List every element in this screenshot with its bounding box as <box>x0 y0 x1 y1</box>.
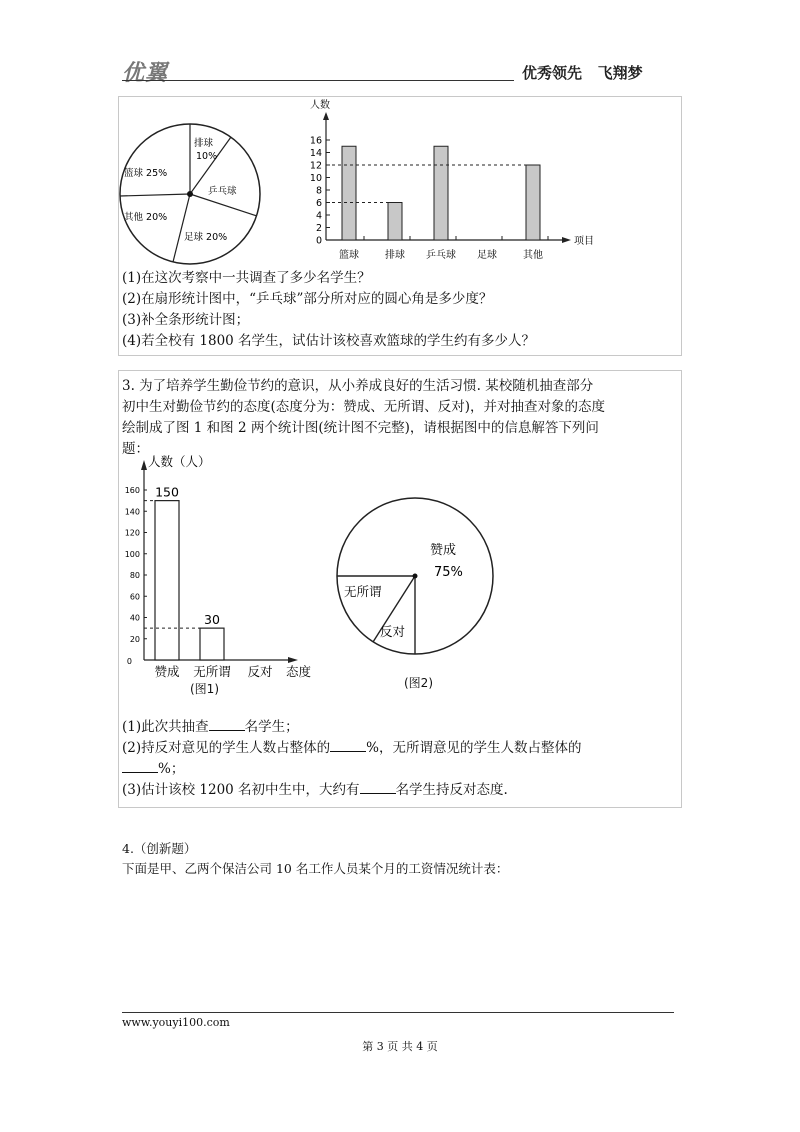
y-tick-label: 60 <box>129 592 140 602</box>
q2-pie-label-paiqiu-pct: 10% <box>196 151 218 162</box>
x-axis-label: 项目 <box>574 236 594 247</box>
x-tick-label: 反对 <box>247 664 273 679</box>
q3-sub2-end: %； <box>158 761 185 777</box>
y-axis-arrow <box>323 112 329 120</box>
x-axis-arrow <box>562 237 571 243</box>
q3-intro-line-4: 题： <box>122 441 149 457</box>
y-tick-label: 80 <box>129 571 140 580</box>
q3-subquestion-2-cont <box>122 758 184 780</box>
q3-sub1-pre: (1)此次共抽查 <box>122 719 209 735</box>
bar <box>526 165 540 240</box>
y-tick-label: 100 <box>124 549 140 559</box>
y-tick-label: 12 <box>309 160 322 172</box>
x-tick-label: 无所谓 <box>193 664 231 679</box>
answer-blank[interactable] <box>330 737 366 752</box>
bar <box>342 146 356 240</box>
page-number: 第 3 页 共 4 页 <box>362 1040 438 1053</box>
q2-bar-chart <box>296 96 606 268</box>
q3-subquestion-2 <box>122 737 581 759</box>
q2-pie-label-paiqiu: 排球 <box>194 138 214 149</box>
x-tick-label: 赞成 <box>154 664 180 679</box>
x-axis-arrow <box>288 657 298 663</box>
y-tick-label: 160 <box>124 486 140 495</box>
q3-intro-line-2: 初中生对勤俭节约的态度(态度分为：赞成、无所谓、反对)，并对抽查对象的态度 <box>122 399 606 415</box>
q2-pie-label-pingpang: 乒乓球 <box>208 186 237 197</box>
x-tick-label: 乒乓球 <box>426 250 456 261</box>
q2-pie-chart <box>118 118 278 268</box>
q3-fig2-caption: (图2) <box>404 676 433 690</box>
y-axis-arrow <box>141 460 147 470</box>
q3-bar-chart <box>118 450 328 680</box>
q2-pie-label-qita: 其他 20% <box>124 212 168 223</box>
y-tick-label: 14 <box>309 148 322 159</box>
x-tick-label: 排球 <box>385 250 405 261</box>
q3-pie-label-zancheng: 赞成 <box>430 543 457 558</box>
y-tick-label: 40 <box>129 613 140 623</box>
y-tick-label: 20 <box>129 634 140 644</box>
q3-pie-chart <box>326 496 516 666</box>
q3-subquestion-1 <box>122 716 299 738</box>
y-tick-label: 0 <box>315 235 322 247</box>
y-tick-label: 6 <box>315 198 322 209</box>
answer-blank[interactable] <box>209 716 245 731</box>
q3-intro-line-3: 绘制成了图 1 和图 2 两个统计图(统计图不完整)，请根据图中的信息解答下列问 <box>122 420 599 436</box>
q2-question-2: (2)在扇形统计图中，“乒乓球”部分所对应的圆心角是多少度？ <box>122 291 493 307</box>
q3-fig1-caption: (图1) <box>190 682 219 696</box>
q3-sub2-pre: (2)持反对意见的学生人数占整体的 <box>122 740 331 756</box>
x-tick-label: 其他 <box>523 250 543 261</box>
header-slogan: 优秀领先 飞翔梦 <box>522 64 643 82</box>
y-tick-label: 10 <box>309 173 322 184</box>
bar <box>434 146 448 240</box>
logo: 优翼 <box>122 61 169 86</box>
x-tick-label: 足球 <box>477 250 497 261</box>
footer-divider <box>122 1012 674 1013</box>
y-tick-label: 140 <box>124 507 140 517</box>
q3-subquestion-3 <box>122 779 508 801</box>
q4-title: 4.（创新题） <box>122 841 197 856</box>
q2-pie-label-lanqiu: 篮球 25% <box>124 168 168 179</box>
q3-pie-label-zancheng-pct: 75% <box>434 565 463 580</box>
q2-pie-label-zuqiu: 足球 20% <box>184 232 228 243</box>
answer-blank[interactable] <box>360 779 396 794</box>
bar <box>155 501 179 660</box>
bar <box>200 628 224 660</box>
y-tick-label: 120 <box>124 528 140 538</box>
q3-sub2-mid: %，无所谓意见的学生人数占整体的 <box>366 740 582 756</box>
footer-url: www.youyi100.com <box>122 1016 230 1029</box>
q3-sub3-post: 名学生持反对态度. <box>395 782 508 798</box>
x-tick-label: 篮球 <box>339 250 359 261</box>
x-axis-label: 态度 <box>286 664 312 679</box>
data-label: 30 <box>204 612 220 628</box>
y-tick-label: 0 <box>126 657 132 666</box>
q2-question-3: (3)补全条形统计图； <box>122 312 250 328</box>
y-tick-label: 8 <box>315 185 322 197</box>
q4-text: 下面是甲、乙两个保洁公司 10 名工作人员某个月的工资情况统计表： <box>122 861 509 876</box>
q3-pie-label-wusuowei: 无所谓 <box>344 584 382 599</box>
q2-question-4: (4)若全校有 1800 名学生，试估计该校喜欢篮球的学生约有多少人？ <box>122 333 536 349</box>
y-tick-label: 2 <box>315 223 322 234</box>
q2-pie-center <box>187 191 193 197</box>
y-tick-label: 16 <box>309 135 322 147</box>
y-axis-label: 人数（人） <box>148 454 211 469</box>
bar <box>388 203 402 241</box>
q3-intro-line-1: 3. 为了培养学生勤俭节约的意识，从小养成良好的生活习惯. 某校随机抽查部分 <box>122 378 594 394</box>
answer-blank[interactable] <box>122 758 158 773</box>
data-label: 150 <box>155 484 179 500</box>
q3-sub1-post: 名学生； <box>244 719 299 735</box>
q2-question-1: (1)在这次考察中一共调查了多少名学生？ <box>122 270 371 286</box>
y-tick-label: 4 <box>315 210 322 222</box>
header-divider <box>122 80 514 81</box>
y-axis-label: 人数 <box>310 100 330 111</box>
q3-pie-label-fandui: 反对 <box>380 624 406 639</box>
q3-pie-center <box>413 574 418 579</box>
q3-sub3-pre: (3)估计该校 1200 名初中生中，大约有 <box>122 782 360 798</box>
